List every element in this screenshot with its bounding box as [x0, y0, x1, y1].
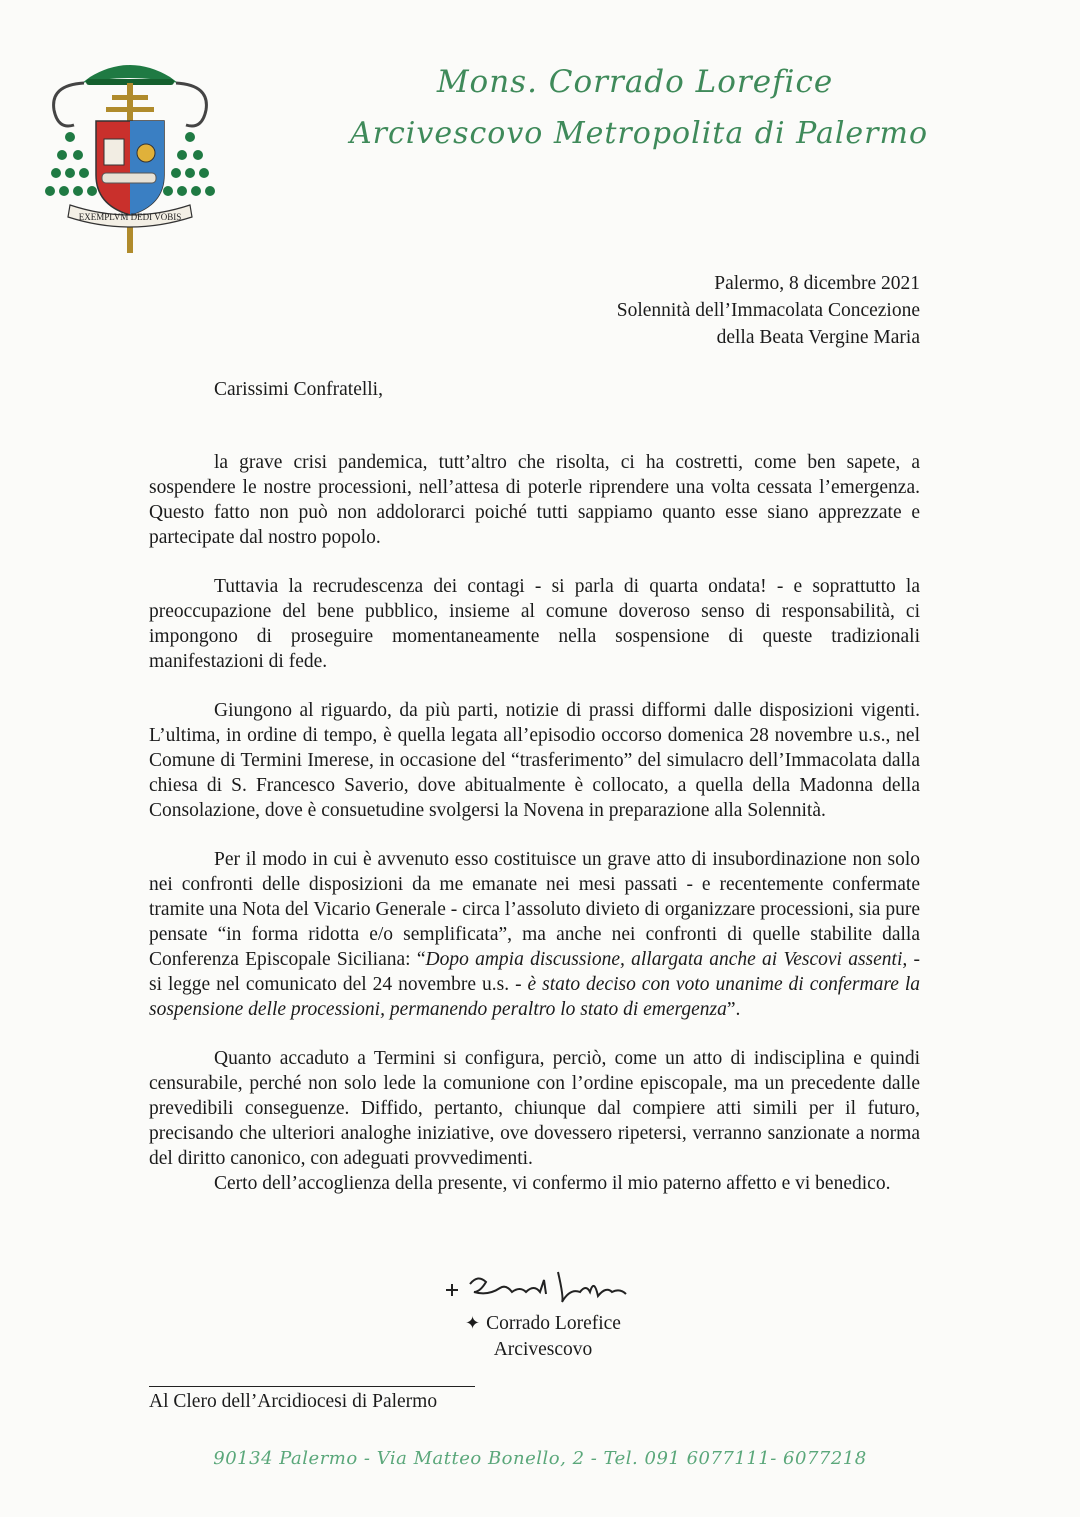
occasion-line-1: Solennità dell’Immacolata Concezione [616, 300, 920, 321]
signer-role: Arcivescovo [493, 1339, 593, 1360]
handwritten-signature [440, 1262, 640, 1312]
signer-name: Corrado Lorefice [486, 1313, 621, 1334]
footer-address: 90134 Palermo - Via Matteo Bonello, 2 - Tel. 091 6077111- 6077218 [213, 1448, 867, 1469]
letterhead-title: Arcivescovo Metropolita di Palermo [350, 116, 929, 151]
letterhead-name: Mons. Corrado Lorefice [436, 64, 834, 100]
occasion-line-2: della Beata Vergine Maria [716, 327, 920, 348]
p4-text-c: - si legge nel comunicato del 24 novembre u.s. - [149, 949, 920, 995]
p4-quote-1: Dopo ampia discussione, allargata anche ai Vescovi assenti, [425, 949, 908, 970]
recipient-divider [149, 1386, 475, 1387]
coat-of-arms-emblem [40, 55, 220, 255]
date-block [617, 270, 920, 351]
coat-motto: EXEMPLVM DEDI VOBIS [78, 212, 182, 222]
paragraph-2: Tuttavia la recrudescenza dei contagi - si parla di quarta ondata! - e soprattutto la preoccupazione del bene pubblico, insieme al comune doveroso senso di responsabilità, ci impongono di proseguire momentaneamente nella sospensione di queste tradizionali manifestazioni di fede. [149, 576, 920, 672]
p4-text-e: ”. [726, 999, 741, 1020]
paragraph-1: la grave crisi pandemica, tutt’altro che risolta, ci ha costretti, come ben sapete, a sospendere le nostre processioni, nell’attesa di poterle riprendere una volta cessata l’emergenza. Questo fatto non può non addolorarci poiché tutti sappiamo quanto esse siano apprezzate e partecipate dal nostro popolo. [149, 452, 920, 548]
paragraph-5: Quanto accaduto a Termini si configura, perciò, come un atto di indisciplina e quindi censurabile, perché non solo lede la comunione con l’ordine episcopale, ma un precedente dalle prevedibili conseguenze. Diffido, pertanto, chiunque dal compiere atti simili per il futuro, precisando che ulteriori analoghe iniziative, ove dovessero ripetersi, verranno sanzionate a norma del diritto canonico, con adeguati provvedimenti. [149, 1048, 920, 1169]
greeting: Carissimi Confratelli, [214, 379, 383, 400]
p4-quote-2: è stato deciso con voto unanime di confermare la sospensione delle processioni, permanendo peraltro lo stato di emergenza [149, 974, 920, 1020]
paragraph-6: Certo dell’accoglienza della presente, vi confermo il mio paterno affetto e vi benedico. [214, 1173, 891, 1194]
date-line: Palermo, 8 dicembre 2021 [714, 273, 920, 294]
cross-icon: ✦ [465, 1313, 481, 1333]
letter-body [149, 450, 920, 1196]
paragraph-3: Giungono al riguardo, da più parti, notizie di prassi difformi dalle disposizioni vigenti. L’ultima, in ordine di tempo, è quella legata all’episodio occorso domenica 28 novembre u.s., nel Comune di Termini Imerese, in occasione del “trasferimento” del simulacro dell’Immacolata dalla chiesa di S. Francesco Saverio, dove abitualmente è collocato, a quella della Madonna della Consolazione, dove è consuetudine svolgersi la Novena in preparazione alla Solennità. [149, 700, 920, 821]
paragraph-4 [149, 847, 920, 1022]
signatory [443, 1310, 643, 1363]
letterhead [350, 58, 929, 151]
p4-text-a: Per il modo in cui è avvenuto esso costituisce un grave atto di insubordinazione non solo nei confronti delle disposizioni da me emanate nei mesi passati - e recentemente confermate tramite una Nota del Vicario Generale - circa l’assoluto divieto di organizzare processioni, sia pure pensate “in forma ridotta e/o semplificata”, ma anche nei confronti di quelle stabilite dalla Conferenza Episcopale Siciliana: “ [149, 849, 920, 970]
recipient: Al Clero dell’Arcidiocesi di Palermo [149, 1391, 438, 1412]
